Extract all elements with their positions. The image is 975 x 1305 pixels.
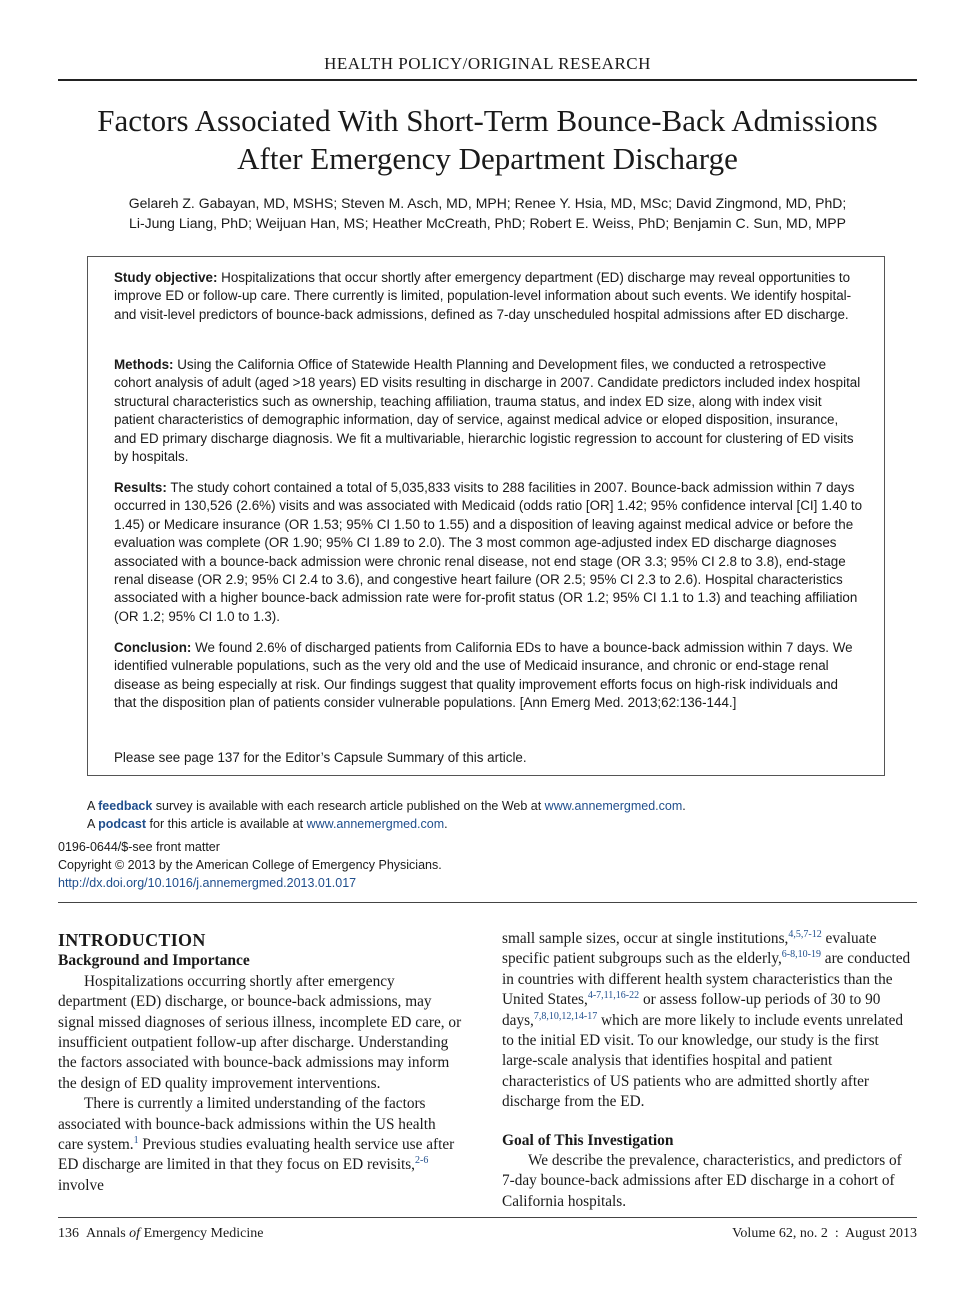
abstract-methods [114, 356, 864, 466]
col2-text-c: are conducted in countries with different health system characteristics than the United States, [502, 950, 911, 1009]
objective-text: Hospitalizations that occur shortly after emergency department (ED) discharge may reveal opportunities to improve ED or follow-up care. There currently is limited, population-level information about such events. We identify hospital- and visit-level predictors of bounce-back admissions, defined as 7-day unscheduled hospital admissions after ED discharge. [114, 270, 852, 322]
podcast-url[interactable]: www.annemergmed.com [306, 817, 445, 831]
conclusion-text: We found 2.6% of discharged patients from California EDs to have a bounce-back admission within 7 days. We identified vulnerable populations, such as the very old and the use of Medicaid insurance, and chronic or end-stage renal disease as being especially at risk. Our findings suggest that quality improvement efforts focus on high-risk individuals and that the disposition plan of patients consider vulnerable populations. [Ann Emerg Med. 2013;62:136-144.] [114, 640, 853, 711]
intro-heading: INTRODUCTION [58, 930, 206, 950]
para2-text-a: There is currently a limited understanding of the factors associated with bounce-back admissions within the US health care system. [58, 1095, 436, 1154]
abstract-objective [114, 269, 864, 324]
podcast-mid: for this article is available at [146, 817, 307, 831]
para2-text-b: Previous studies evaluating health service use after ED discharge are limited in that they focus on ED revisits, [58, 1136, 455, 1174]
title-line-1: Factors Associated With Short-Term Bounce-Back Admissions [97, 103, 878, 138]
doi-link[interactable]: http://dx.doi.org/10.1016/j.annemergmed.2013.01.017 [58, 876, 357, 890]
footer-rule [58, 1217, 917, 1218]
intro-paragraph-1: Hospitalizations occurring shortly after emergency department (ED) discharge, or bounce-back admissions, may signal missed diagnoses of serious illness, incomplete ED care, or insufficient outpatient follow-up after discharge. Understanding the factors associated with bounce-back admissions may inform the design of ED quality improvement interventions. [58, 972, 462, 1092]
feedback-end: . [682, 799, 686, 813]
journal-name-of: of [129, 1226, 141, 1241]
title-line-2: After Emergency Department Discharge [237, 141, 738, 176]
feedback-note [87, 797, 686, 815]
conclusion-label: Conclusion: [114, 640, 192, 655]
column-left [58, 930, 463, 1196]
authors-line-2: Li-Jung Liang, PhD; Weijuan Han, MS; Heather McCreath, PhD; Robert E. Weiss, PhD; Benjamin C. Sun, MD, MPP [129, 215, 846, 231]
footer-journal [58, 1226, 263, 1242]
feedback-link[interactable]: feedback [98, 799, 153, 813]
abstract-box [87, 256, 885, 776]
journal-name-a: Annals [86, 1226, 130, 1241]
methods-text: Using the California Office of Statewide Health Planning and Development files, we conducted a retrospective cohort analysis of adult (aged >18 years) ED visits resulting in discharge in 2007. Candidate predictors included index hospital structural characteristics such as ownership, teaching affiliation, trauma status, and index ED size, along with index visit patient characteristics of demographic information, day of service, against medical advice or eloped disposition, insurance, and ED primary discharge diagnosis. We fit a multivariable, hierarchic logistic regression to account for clustering of ED visits by hospitals. [114, 357, 861, 465]
citation-ref[interactable]: 2-6 [414, 1155, 429, 1167]
goal-paragraph: We describe the prevalence, characteristics, and predictors of 7-day bounce-back admissions after ED discharge in a cohort of California hospitals. [502, 1152, 902, 1210]
feedback-url[interactable]: www.annemergmed.com [544, 799, 683, 813]
intro-paragraph-2 [58, 1094, 463, 1196]
col2-text-a: small sample sizes, occur at single institutions, [502, 930, 789, 947]
results-text: The study cohort contained a total of 5,035,833 visits to 288 facilities in 2007. Bounce-back admission within 7 days occurred in 130,526 (2.6%) visits and was associated with Medicaid (odds ratio [OR] 1.42; 95% confidence interval [CI] 1.40 to 1.45) or Medicare insurance (OR 1.53; 95% CI 1.50 to 1.55) and a disposition of leaving against medical advice or before the evaluation was complete (OR 1.90; 95% CI 1.89 to 2.0). The 3 most common age-adjusted index ED discharge diagnoses associated with a bounce-back admission were chronic renal disease, not end stage (OR 3.3; 95% CI 2.8 to 3.8), end-stage renal disease (OR 2.9; 95% CI 2.4 to 3.6), and congestive heart failure (OR 2.5; 95% CI 2.3 to 2.6). Hospital characteristics associated with a higher bounce-back admission rate were for-profit status (OR 1.2; 95% CI 1.1 to 1.3) and teaching affiliation (OR 1.2; 95% CI 1.0 to 1.3). [114, 480, 863, 624]
podcast-end: . [444, 817, 448, 831]
abstract-results [114, 479, 864, 626]
footer-volume: Volume 62, no. 2 : August 2013 [732, 1226, 917, 1241]
background-heading: Background and Importance [58, 952, 250, 970]
citation-ref[interactable]: 6-8,10-19 [781, 949, 821, 961]
results-label: Results: [114, 480, 167, 495]
article-title [58, 102, 917, 178]
col2-text-d: or assess follow-up periods of 30 to 90 days, [502, 991, 881, 1029]
col2-text-b: evaluate specific patient subgroups such as the elderly, [502, 930, 877, 968]
header-rule [58, 79, 917, 81]
citation-ref[interactable]: 4-7,11,16-22 [587, 990, 640, 1002]
journal-name-b: Emergency Medicine [140, 1226, 264, 1241]
abstract-conclusion [114, 639, 864, 713]
page-number: 136 [58, 1226, 79, 1241]
goal-heading: Goal of This Investigation [502, 1131, 674, 1149]
citation-ref[interactable]: 7,8,10,12,14-17 [533, 1010, 598, 1022]
column-right [502, 929, 917, 1212]
section-divider [58, 902, 917, 903]
feedback-pre: A [87, 799, 99, 813]
podcast-pre: A [87, 817, 99, 831]
col2-paragraph [502, 929, 917, 1113]
feedback-mid: survey is available with each research article published on the Web at [152, 799, 545, 813]
col2-text-e: which are more likely to include events unrelated to the initial ED visit. To our knowledge, our study is the first large-scale analysis that identifies hospital and patient characteristics of US patients who are admitted shortly after discharge from the ED. [502, 1011, 904, 1111]
copyright-line: Copyright © 2013 by the American College of Emergency Physicians. [58, 858, 442, 872]
section-label: HEALTH POLICY/ORIGINAL RESEARCH [324, 54, 651, 73]
methods-label: Methods: [114, 357, 174, 372]
author-list [58, 193, 917, 233]
front-matter [58, 838, 442, 892]
citation-ref[interactable]: 1 [133, 1134, 139, 1146]
issn-line: 0196-0644/$-see front matter [58, 840, 220, 854]
objective-label: Study objective: [114, 270, 218, 285]
podcast-link[interactable]: podcast [98, 817, 147, 831]
para2-text-c: involve [58, 1176, 104, 1194]
authors-line-1: Gelareh Z. Gabayan, MD, MSHS; Steven M. Asch, MD, MPH; Renee Y. Hsia, MD, MSc; David Zingmond, MD, PhD; [128, 195, 847, 211]
capsule-note: Please see page 137 for the Editor’s Capsule Summary of this article. [114, 750, 527, 765]
citation-ref[interactable]: 4,5,7-12 [788, 928, 822, 940]
podcast-note [87, 815, 448, 833]
